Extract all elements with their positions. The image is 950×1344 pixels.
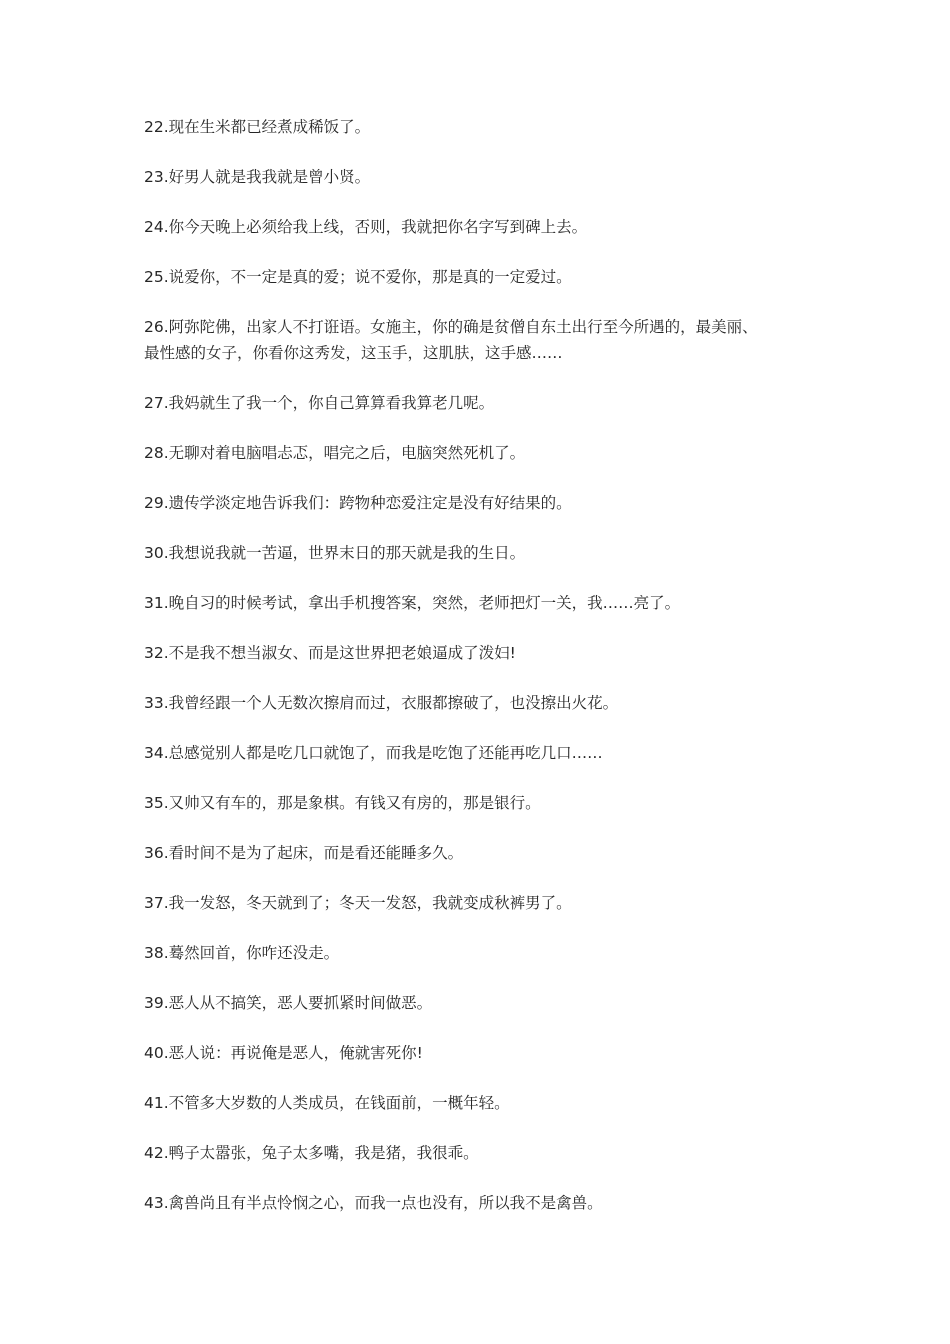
- list-item-text: 22.现在生米都已经煮成稀饭了。: [144, 118, 371, 136]
- list-item: [144, 840, 824, 866]
- list-item-text: 26.阿弥陀佛，出家人不打诳语。女施主，你的确是贫僧自东土出行至今所遇的，最美丽、: [144, 318, 758, 336]
- list-item: [144, 1190, 824, 1216]
- list-item: [144, 1040, 824, 1066]
- list-item: [144, 314, 824, 366]
- list-item-text-continued: 最性感的女子，你看你这秀发，这玉手，这肌肤，这手感……: [144, 344, 563, 362]
- list-item-text: 39.恶人从不搞笑，恶人要抓紧时间做恶。: [144, 994, 433, 1012]
- list-item: [144, 114, 824, 140]
- list-item: [144, 1090, 824, 1116]
- list-item: [144, 890, 824, 916]
- list-item: [144, 390, 824, 416]
- list-item-text: 33.我曾经跟一个人无数次擦肩而过，衣服都擦破了，也没擦出火花。: [144, 694, 619, 712]
- list-item: [144, 690, 824, 716]
- list-item-text: 28.无聊对着电脑唱忐忑，唱完之后，电脑突然死机了。: [144, 444, 526, 462]
- list-item-text: 23.好男人就是我我就是曾小贤。: [144, 168, 371, 186]
- list-item-text: 27.我妈就生了我一个，你自己算算看我算老几呢。: [144, 394, 495, 412]
- list-item: [144, 590, 824, 616]
- list-item-text: 38.蓦然回首，你咋还没走。: [144, 944, 340, 962]
- list-item-text: 35.又帅又有车的，那是象棋。有钱又有房的，那是银行。: [144, 794, 541, 812]
- list-item: [144, 490, 824, 516]
- list-item: [144, 440, 824, 466]
- list-item-text: 42.鸭子太嚣张，兔子太多嘴，我是猪，我很乖。: [144, 1144, 479, 1162]
- list-item: [144, 940, 824, 966]
- list-item: [144, 214, 824, 240]
- list-item-text: 37.我一发怒，冬天就到了；冬天一发怒，我就变成秋裤男了。: [144, 894, 572, 912]
- list-item-text: 24.你今天晚上必须给我上线，否则，我就把你名字写到碑上去。: [144, 218, 588, 236]
- list-item-text: 43.禽兽尚且有半点怜悯之心，而我一点也没有，所以我不是禽兽。: [144, 1194, 603, 1212]
- list-item: [144, 1140, 824, 1166]
- list-item-text: 36.看时间不是为了起床，而是看还能睡多久。: [144, 844, 464, 862]
- list-item: [144, 540, 824, 566]
- list-item: [144, 990, 824, 1016]
- list-item: [144, 640, 824, 666]
- list-item-text: 31.晚自习的时候考试，拿出手机搜答案，突然，老师把灯一关，我……亮了。: [144, 594, 681, 612]
- list-item: [144, 264, 824, 290]
- joke-list: [144, 114, 824, 1240]
- list-item-text: 29.遗传学淡定地告诉我们：跨物种恋爱注定是没有好结果的。: [144, 494, 572, 512]
- list-item-text: 30.我想说我就一苦逼，世界末日的那天就是我的生日。: [144, 544, 526, 562]
- list-item-text: 25.说爱你，不一定是真的爱；说不爱你，那是真的一定爱过。: [144, 268, 572, 286]
- list-item: [144, 740, 824, 766]
- list-item-text: 34.总感觉别人都是吃几口就饱了，而我是吃饱了还能再吃几口……: [144, 744, 603, 762]
- list-item-text: 41.不管多大岁数的人类成员，在钱面前，一概年轻。: [144, 1094, 510, 1112]
- list-item: [144, 164, 824, 190]
- list-item-text: 40.恶人说：再说俺是恶人，俺就害死你!: [144, 1044, 423, 1062]
- list-item: [144, 790, 824, 816]
- list-item-text: 32.不是我不想当淑女、而是这世界把老娘逼成了泼妇!: [144, 644, 516, 662]
